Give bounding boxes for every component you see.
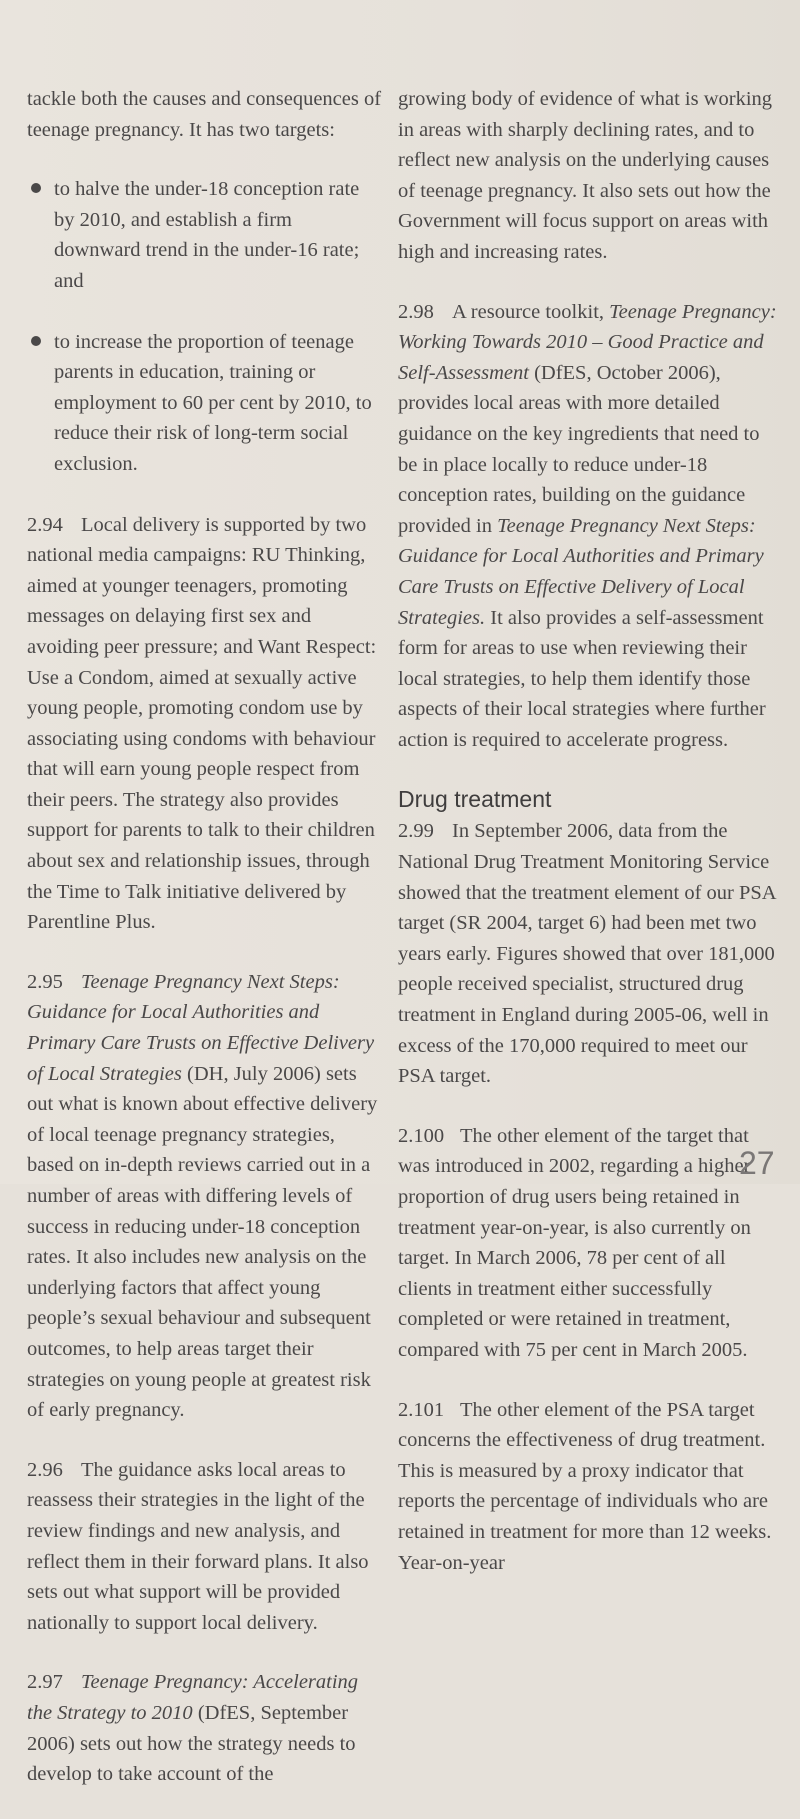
paragraph-number: 2.101 — [398, 1398, 445, 1421]
publication-title: Teenage Pregnancy: Working Towards 2010 – Good Practice and Self-Assessment — [398, 300, 777, 384]
bullet-icon — [31, 183, 41, 193]
continued-paragraph: growing body of evidence of what is working in areas with sharply declining rates, and to reflect new analysis on the underlying causes of teenage pregnancy. It also sets out how the Government will focus support on areas with high and increasing rates. — [398, 88, 773, 263]
list-item — [27, 327, 382, 480]
left-column — [27, 84, 382, 1819]
page-number: 27 — [739, 1145, 775, 1181]
target-list — [27, 174, 382, 479]
list-item-text: to increase the proportion of teenage parents in education, training or employment to 60 per cent by 2010, to reduce their risk of long-term social exclusion. — [54, 330, 372, 475]
paragraph-2-96 — [27, 1455, 382, 1639]
list-item — [27, 174, 382, 296]
publication-title: Teenage Pregnancy Next Steps: Guidance for Local Authorities and Primary Care Trusts on Effective Delivery of Local Strategies. — [398, 514, 764, 629]
paragraph-text: It also provides a self-assessment form for areas to use when reviewing their local strategies, to help them identify those aspects of their local strategies where further action is required to accelerate progress. — [398, 606, 766, 751]
paragraph-number: 2.94 — [27, 513, 63, 536]
section-heading: Drug treatment — [398, 786, 552, 813]
publication-title: Teenage Pregnancy Next Steps: Guidance for Local Authorities and Primary Care Trusts on Effective Delivery of Local Strategies — [27, 970, 375, 1085]
paragraph-number: 2.95 — [27, 970, 63, 993]
paragraph-2-94 — [27, 510, 382, 938]
paragraph-2-99 — [398, 816, 778, 1091]
paragraph-2-95 — [27, 967, 382, 1426]
paragraph-text: Local delivery is supported by two national media campaigns: RU Thinking, aimed at younger teenagers, promoting messages on delaying first sex and avoiding peer pressure; and Want Respect: Use a Condom, aimed at sexually active young people, promoting condom use by associating using condoms with behaviour that will earn young people respect from their peers. The strategy also provides support for parents to talk to their children about sex and relationship issues, through the Time to Talk initiative delivered by Parentline Plus. — [27, 513, 377, 934]
paragraph-text: The other element of the PSA target concerns the effectiveness of drug treatment. This is measured by a proxy indicator that reports the percentage of individuals who are retained in treatment for more than 12 weeks. Year-on-year — [398, 1398, 772, 1574]
paragraph-text: A resource toolkit, — [452, 300, 605, 323]
paragraph-text: The other element of the target that was introduced in 2002, regarding a higher proportion of drug users being retained in treatment year-on-year, is also currently on target. In March 2006, 78 per cent of all clients in treatment either successfully completed or were retained in treatment, compared with 75 per cent in March 2005. — [398, 1124, 751, 1361]
paragraph-number: 2.99 — [398, 820, 434, 843]
paragraph-text: (DH, July 2006) sets out what is known about effective delivery of local teenage pregnancy strategies, based on in-depth reviews carried out in a number of areas with differing levels of success in reducing under-18 conception rates. It also includes new analysis on the underlying factors that affect young people’s sexual behaviour and subsequent outcomes, to help areas target their strategies on young people at greatest risk of early pregnancy. — [27, 1062, 378, 1422]
intro-paragraph: tackle both the causes and consequences of teenage pregnancy. It has two targets: — [27, 88, 382, 141]
list-item-text: to halve the under-18 conception rate by 2010, and establish a firm downward trend in the under-16 rate; and — [54, 178, 360, 292]
bullet-icon — [31, 336, 41, 346]
paragraph-number: 2.100 — [398, 1124, 445, 1147]
paragraph-text: (DfES, October 2006), provides local areas with more detailed guidance on the key ingredients that need to be in place locally to reduce under-18 conception rates, building on the guidance provided in — [398, 361, 760, 537]
paragraph-text: The guidance asks local areas to reassess their strategies in the light of the review findings and new analysis, and reflect them in their forward plans. It also sets out what support will be provided nationally to support local delivery. — [27, 1458, 369, 1634]
paragraph-number: 2.98 — [398, 300, 434, 323]
publication-title: Teenage Pregnancy: Accelerating the Strategy to 2010 — [27, 1671, 359, 1724]
paragraph-2-101 — [398, 1395, 778, 1579]
right-column — [398, 84, 778, 1607]
paragraph-text: In September 2006, data from the National Drug Treatment Monitoring Service showed that the treatment element of our PSA target (SR 2004, target 6) had been met two years early. Figures showed that over 181,000 people received specialist, structured drug treatment in England during 2005-06, well in excess of the 170,000 required to meet our PSA target. — [398, 820, 776, 1088]
paragraph-text: (DfES, September 2006) sets out how the strategy needs to develop to take account of the — [27, 1701, 356, 1786]
paragraph-number: 2.96 — [27, 1458, 63, 1481]
paragraph-2-98 — [398, 297, 778, 756]
paragraph-2-100 — [398, 1121, 778, 1366]
paragraph-number: 2.97 — [27, 1671, 63, 1694]
paragraph-2-97 — [27, 1667, 382, 1789]
